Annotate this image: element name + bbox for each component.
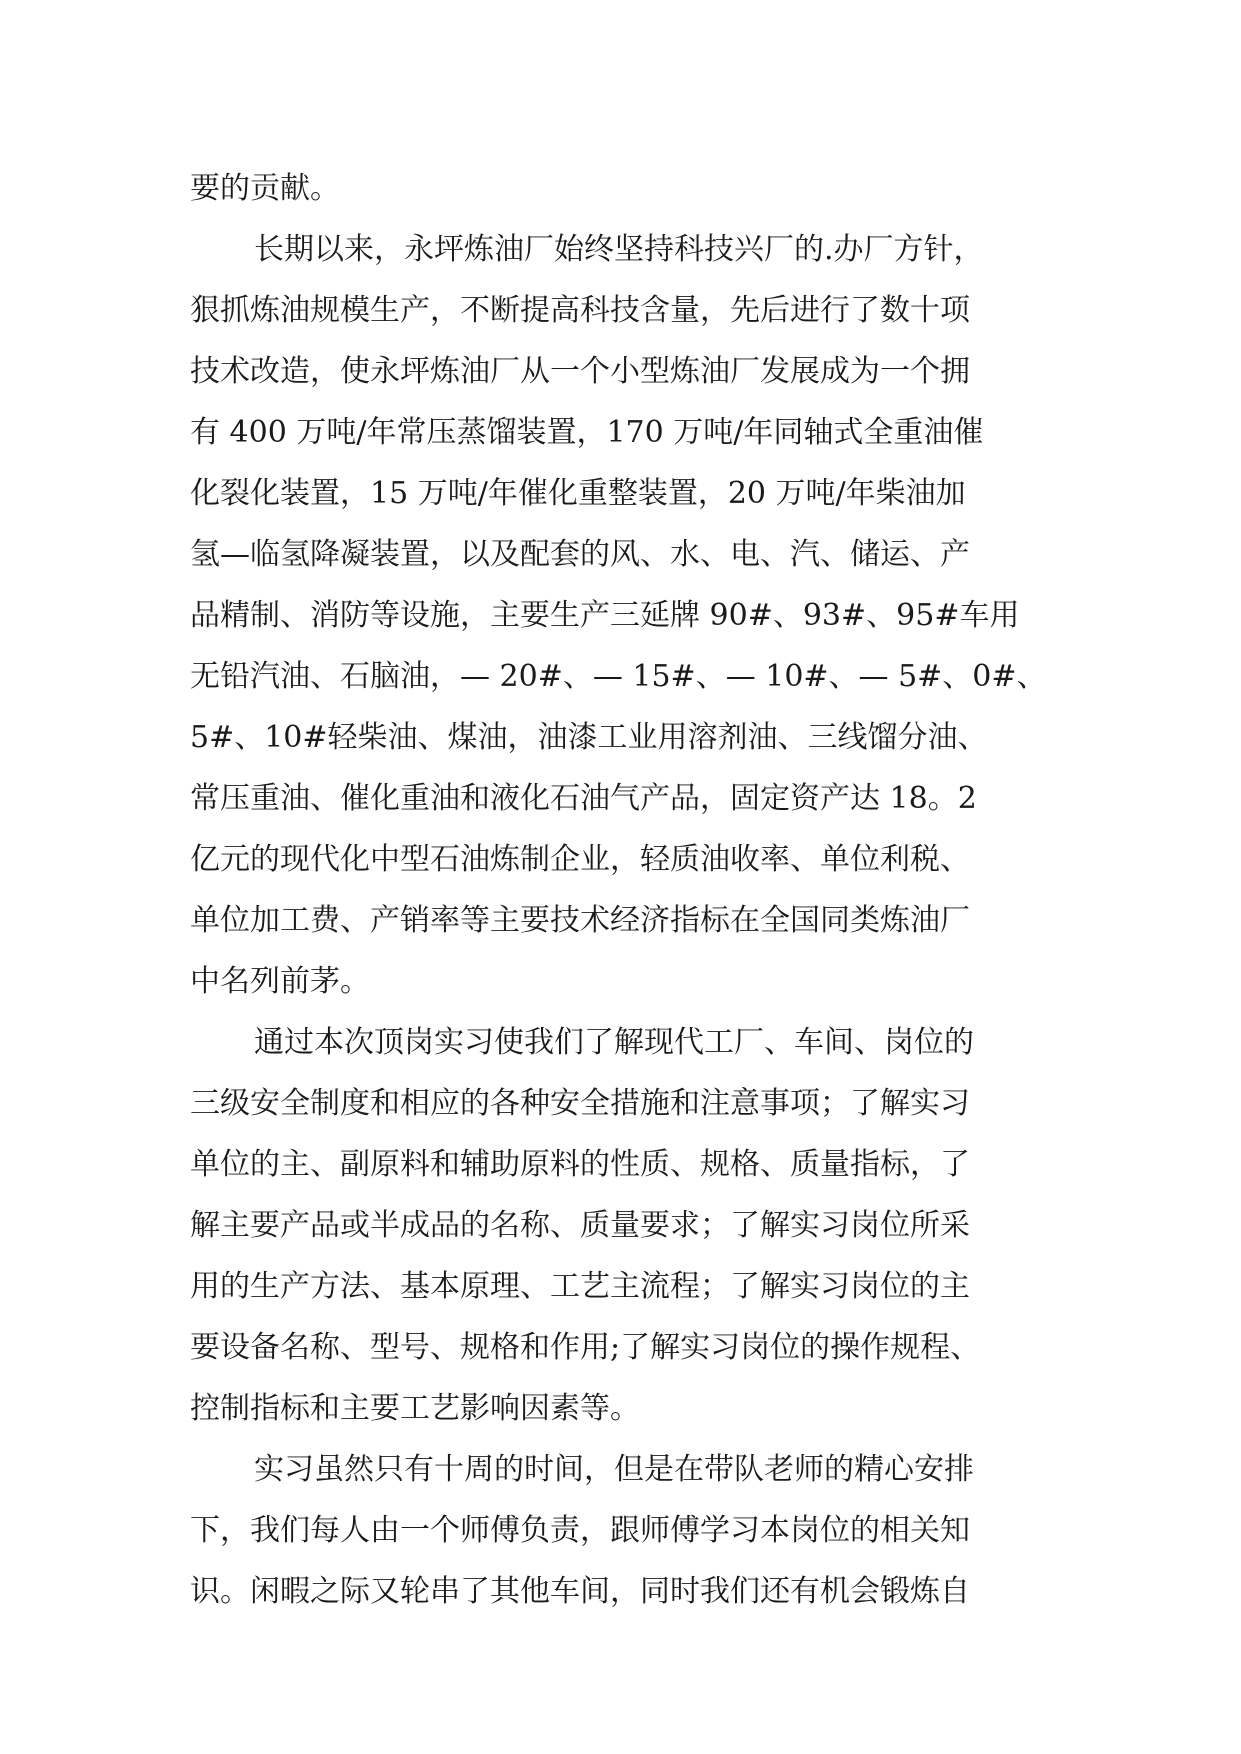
text-line: 氢—临氢降凝装置，以及配套的风、水、电、汽、储运、产 <box>190 537 970 572</box>
text-line: 要的贡献。 <box>190 171 340 206</box>
text-line: 长期以来，永坪炼油厂始终坚持科技兴厂的.办厂方针， <box>254 232 984 267</box>
text-line: 解主要产品或半成品的名称、质量要求；了解实习岗位所采 <box>190 1208 970 1243</box>
text-line: 下，我们每人由一个师傅负责，跟师傅学习本岗位的相关知 <box>190 1513 970 1548</box>
text-line: 三级安全制度和相应的各种安全措施和注意事项；了解实习 <box>190 1086 970 1121</box>
text-line: 狠抓炼油规模生产，不断提高科技含量，先后进行了数十项 <box>190 293 970 328</box>
text-line: 化裂化装置，15 万吨/年催化重整装置，20 万吨/年柴油加 <box>190 476 966 511</box>
text-line: 品精制、消防等设施，主要生产三延牌 90#、93#、95#车用 <box>190 598 1020 633</box>
paragraph <box>190 219 1070 1012</box>
text-line: 常压重油、催化重油和液化石油气产品，固定资产达 18。2 <box>190 781 977 816</box>
body-text <box>190 158 1070 1622</box>
text-line: 5#、10#轻柴油、煤油，油漆工业用溶剂油、三线馏分油、 <box>190 720 988 755</box>
text-line: 要设备名称、型号、规格和作用;了解实习岗位的操作规程、 <box>190 1330 981 1365</box>
paragraph <box>190 1012 1070 1439</box>
text-line: 无铅汽油、石脑油，— 20#、— 15#、— 10#、— 5#、0#、 <box>190 659 1047 694</box>
text-line: 实习虽然只有十周的时间，但是在带队老师的精心安排 <box>254 1452 974 1487</box>
text-line: 用的生产方法、基本原理、工艺主流程；了解实习岗位的主 <box>190 1269 970 1304</box>
text-line: 控制指标和主要工艺影响因素等。 <box>190 1391 640 1426</box>
text-line: 识。闲暇之际又轮串了其他车间，同时我们还有机会锻炼自 <box>190 1574 970 1609</box>
text-line: 技术改造，使永坪炼油厂从一个小型炼油厂发展成为一个拥 <box>190 354 970 389</box>
paragraph <box>190 1439 1070 1622</box>
text-line: 亿元的现代化中型石油炼制企业，轻质油收率、单位利税、 <box>190 842 970 877</box>
text-line: 中名列前茅。 <box>190 964 370 999</box>
text-line: 单位加工费、产销率等主要技术经济指标在全国同类炼油厂 <box>190 903 970 938</box>
text-line: 通过本次顶岗实习使我们了解现代工厂、车间、岗位的 <box>254 1025 974 1060</box>
text-line: 单位的主、副原料和辅助原料的性质、规格、质量指标，了 <box>190 1147 970 1182</box>
text-line: 有 400 万吨/年常压蒸馏装置，170 万吨/年同轴式全重油催 <box>190 415 984 450</box>
paragraph <box>190 158 1070 219</box>
